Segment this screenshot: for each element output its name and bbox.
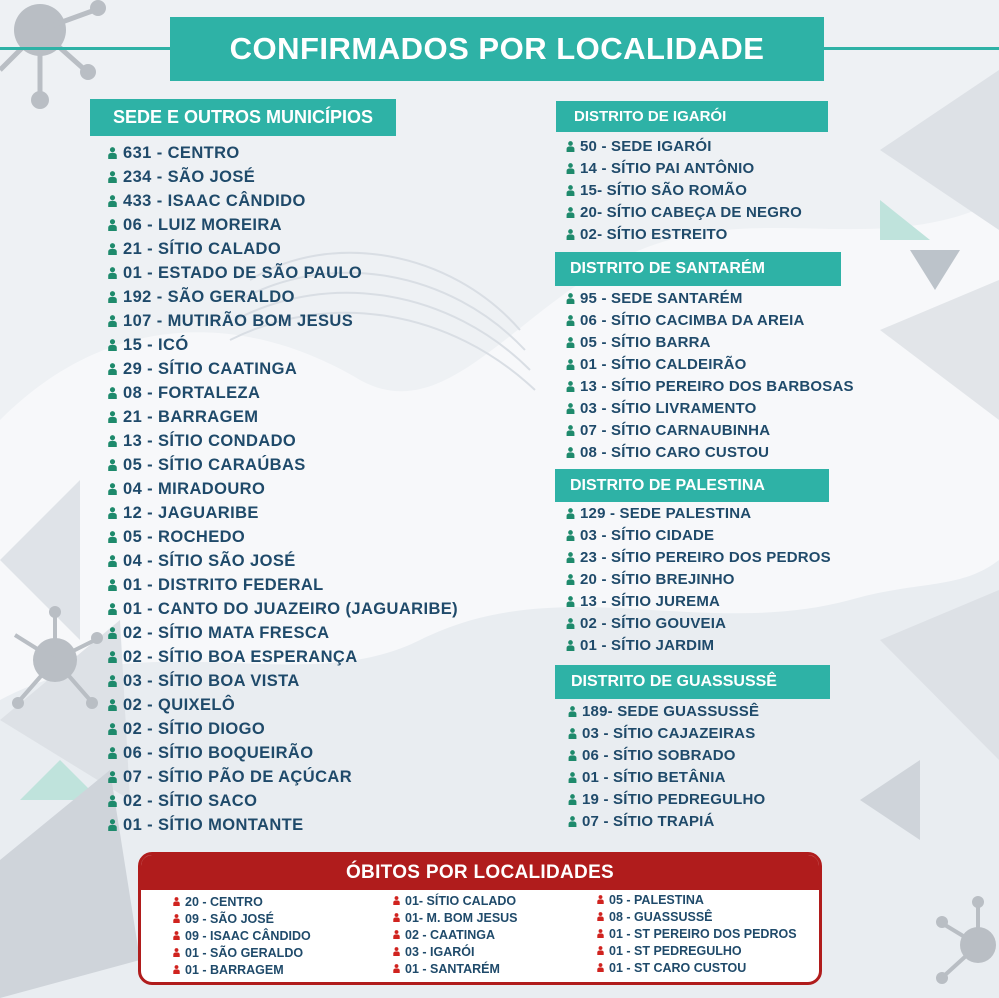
list-item-label: 04 - MIRADOURO bbox=[123, 479, 266, 498]
list-item bbox=[173, 961, 311, 978]
list-item bbox=[108, 453, 458, 477]
list-item bbox=[568, 700, 765, 722]
list-item-label: 06 - LUIZ MOREIRA bbox=[123, 215, 282, 234]
list-item bbox=[108, 525, 458, 549]
list-item bbox=[173, 893, 311, 910]
person-icon bbox=[566, 574, 575, 585]
list-item bbox=[108, 477, 458, 501]
list-item bbox=[108, 141, 458, 165]
list-item-label: 01 - ST PEDREGULHO bbox=[609, 943, 742, 958]
person-icon bbox=[108, 747, 117, 759]
list-item bbox=[566, 612, 831, 634]
section-header-guassusse: DISTRITO DE GUASSUSSÊ bbox=[555, 665, 830, 699]
list-item-label: 129 - SEDE PALESTINA bbox=[580, 504, 752, 522]
list-item-label: 07 - SÍTIO TRAPIÁ bbox=[582, 812, 715, 830]
title-line-right bbox=[822, 47, 999, 50]
list-item-label: 189- SEDE GUASSUSSÊ bbox=[582, 702, 760, 720]
list-item bbox=[173, 944, 311, 961]
person-icon bbox=[108, 579, 117, 591]
person-icon bbox=[108, 771, 117, 783]
list-item bbox=[108, 573, 458, 597]
section-header-igaroi: DISTRITO DE IGARÓI bbox=[556, 101, 828, 132]
list-item bbox=[108, 237, 458, 261]
person-icon bbox=[566, 337, 575, 348]
list-item bbox=[108, 621, 458, 645]
list-item-label: 21 - BARRAGEM bbox=[123, 407, 259, 426]
list-item bbox=[108, 405, 458, 429]
person-icon bbox=[566, 359, 575, 370]
person-icon bbox=[108, 699, 117, 711]
list-item bbox=[566, 590, 831, 612]
list-item-label: 05 - PALESTINA bbox=[609, 892, 704, 907]
list-item-label: 02- SÍTIO ESTREITO bbox=[580, 225, 728, 243]
list-item-label: 13 - SÍTIO JUREMA bbox=[580, 592, 721, 610]
list-item bbox=[108, 333, 458, 357]
section-header-palestina: DISTRITO DE PALESTINA bbox=[555, 469, 829, 502]
list-item bbox=[568, 810, 765, 832]
person-icon bbox=[108, 603, 117, 615]
list-item bbox=[568, 722, 765, 744]
person-icon bbox=[393, 913, 400, 922]
person-icon bbox=[108, 291, 117, 303]
list-item-label: 03 - SÍTIO LIVRAMENTO bbox=[580, 399, 757, 417]
list-item-label: 01 - BARRAGEM bbox=[185, 962, 284, 977]
list-item-label: 02 - SÍTIO GOUVEIA bbox=[580, 614, 727, 632]
list-item-label: 192 - SÃO GERALDO bbox=[123, 287, 295, 306]
list-item-label: 01- SÍTIO CALADO bbox=[405, 893, 517, 908]
list-item bbox=[108, 165, 458, 189]
list-item-label: 13 - SÍTIO PEREIRO DOS BARBOSAS bbox=[580, 377, 854, 395]
section-header-santarem: DISTRITO DE SANTARÉM bbox=[555, 252, 841, 286]
list-item-label: 01 - SÍTIO CALDEIRÃO bbox=[580, 355, 747, 373]
list-item-label: 01 - ST PEREIRO DOS PEDROS bbox=[609, 926, 797, 941]
person-icon bbox=[108, 555, 117, 567]
list-item-label: 21 - SÍTIO CALADO bbox=[123, 239, 282, 258]
list-item bbox=[173, 927, 311, 944]
person-icon bbox=[108, 171, 117, 183]
list-item-label: 04 - SÍTIO SÃO JOSÉ bbox=[123, 551, 296, 570]
list-item bbox=[393, 909, 518, 926]
person-icon bbox=[108, 675, 117, 687]
list-item bbox=[108, 813, 458, 837]
list-item-label: 02 - SÍTIO DIOGO bbox=[123, 719, 266, 738]
person-icon bbox=[108, 387, 117, 399]
list-item-label: 20 - CENTRO bbox=[185, 894, 263, 909]
list-item-label: 02 - SÍTIO SACO bbox=[123, 791, 258, 810]
list-item-label: 01 - SANTARÉM bbox=[405, 961, 500, 976]
list-item bbox=[108, 429, 458, 453]
list-item-label: 433 - ISAAC CÂNDIDO bbox=[123, 191, 306, 210]
person-icon bbox=[597, 963, 604, 972]
list-item bbox=[566, 331, 854, 353]
person-icon bbox=[108, 651, 117, 663]
list-item bbox=[108, 669, 458, 693]
list-item bbox=[108, 789, 458, 813]
list-item-label: 01 - DISTRITO FEDERAL bbox=[123, 575, 324, 594]
list-item-label: 107 - MUTIRÃO BOM JESUS bbox=[123, 311, 354, 330]
list-item-label: 01 - SÍTIO BETÂNIA bbox=[582, 768, 726, 786]
person-icon bbox=[566, 141, 575, 152]
list-item-label: 02 - SÍTIO BOA ESPERANÇA bbox=[123, 647, 358, 666]
list-item bbox=[108, 213, 458, 237]
list-item bbox=[393, 943, 518, 960]
obitos-box bbox=[138, 852, 822, 985]
list-santarem bbox=[566, 287, 854, 463]
person-icon bbox=[173, 931, 180, 940]
obitos-col-2 bbox=[393, 892, 518, 977]
person-icon bbox=[393, 896, 400, 905]
list-item bbox=[108, 741, 458, 765]
person-icon bbox=[108, 411, 117, 423]
list-item-label: 03 - SÍTIO CIDADE bbox=[580, 526, 715, 544]
person-icon bbox=[108, 195, 117, 207]
list-item bbox=[108, 285, 458, 309]
person-icon bbox=[108, 459, 117, 471]
list-item bbox=[393, 926, 518, 943]
list-item bbox=[108, 645, 458, 669]
person-icon bbox=[566, 508, 575, 519]
list-item bbox=[566, 287, 854, 309]
person-icon bbox=[566, 447, 575, 458]
person-icon bbox=[597, 895, 604, 904]
person-icon bbox=[566, 293, 575, 304]
list-item-label: 01 - SÍTIO JARDIM bbox=[580, 636, 715, 654]
person-icon bbox=[393, 930, 400, 939]
list-item bbox=[566, 309, 854, 331]
list-item bbox=[108, 597, 458, 621]
person-icon bbox=[173, 914, 180, 923]
list-item bbox=[108, 309, 458, 333]
list-item-label: 03 - IGARÓI bbox=[405, 944, 475, 959]
list-item-label: 19 - SÍTIO PEDREGULHO bbox=[582, 790, 766, 808]
list-item bbox=[566, 524, 831, 546]
list-item-label: 95 - SEDE SANTARÉM bbox=[580, 289, 743, 307]
person-icon bbox=[566, 381, 575, 392]
list-item bbox=[108, 357, 458, 381]
obitos-header: ÓBITOS POR LOCALIDADES bbox=[141, 855, 819, 890]
list-item bbox=[566, 568, 831, 590]
person-icon bbox=[108, 507, 117, 519]
person-icon bbox=[108, 531, 117, 543]
list-item bbox=[566, 419, 854, 441]
list-item-label: 631 - CENTRO bbox=[123, 143, 240, 162]
list-item bbox=[108, 261, 458, 285]
list-item-label: 01 - ST CARO CUSTOU bbox=[609, 960, 747, 975]
list-item-label: 08 - GUASSUSSÊ bbox=[609, 909, 713, 924]
page-title: CONFIRMADOS POR LOCALIDADE bbox=[170, 17, 824, 81]
person-icon bbox=[566, 618, 575, 629]
person-icon bbox=[566, 207, 575, 218]
list-item bbox=[393, 960, 518, 977]
list-item bbox=[568, 788, 765, 810]
list-item bbox=[597, 959, 797, 976]
list-item-label: 15- SÍTIO SÃO ROMÃO bbox=[580, 181, 748, 199]
list-item bbox=[597, 908, 797, 925]
list-item-label: 234 - SÃO JOSÉ bbox=[123, 167, 256, 186]
person-icon bbox=[568, 816, 577, 827]
list-item bbox=[566, 223, 802, 245]
list-item bbox=[393, 892, 518, 909]
list-item bbox=[566, 353, 854, 375]
list-item bbox=[108, 765, 458, 789]
title-line-left bbox=[0, 47, 172, 50]
person-icon bbox=[566, 425, 575, 436]
list-item bbox=[566, 179, 802, 201]
list-item bbox=[108, 549, 458, 573]
list-item bbox=[566, 502, 831, 524]
obitos-col-3 bbox=[597, 891, 797, 976]
list-item bbox=[566, 397, 854, 419]
person-icon bbox=[108, 435, 117, 447]
person-icon bbox=[108, 339, 117, 351]
list-item-label: 02 - QUIXELÔ bbox=[123, 695, 236, 714]
list-item-label: 29 - SÍTIO CAATINGA bbox=[123, 359, 298, 378]
list-item bbox=[566, 375, 854, 397]
list-item-label: 15 - ICÓ bbox=[123, 335, 189, 354]
list-item-label: 09 - SÃO JOSÉ bbox=[185, 911, 274, 926]
list-item-label: 12 - JAGUARIBE bbox=[123, 503, 259, 522]
list-item bbox=[108, 501, 458, 525]
person-icon bbox=[568, 772, 577, 783]
person-icon bbox=[597, 946, 604, 955]
list-palestina bbox=[566, 502, 831, 656]
person-icon bbox=[568, 794, 577, 805]
list-item bbox=[108, 717, 458, 741]
list-item-label: 03 - SÍTIO CAJAZEIRAS bbox=[582, 724, 756, 742]
list-item-label: 02 - SÍTIO MATA FRESCA bbox=[123, 623, 330, 642]
person-icon bbox=[173, 965, 180, 974]
person-icon bbox=[108, 147, 117, 159]
person-icon bbox=[566, 640, 575, 651]
person-icon bbox=[108, 795, 117, 807]
list-item bbox=[108, 189, 458, 213]
list-item-label: 07 - SÍTIO CARNAUBINHA bbox=[580, 421, 771, 439]
list-item-label: 05 - SÍTIO BARRA bbox=[580, 333, 711, 351]
person-icon bbox=[108, 243, 117, 255]
person-icon bbox=[566, 315, 575, 326]
list-item-label: 01 - SÃO GERALDO bbox=[185, 945, 304, 960]
list-item-label: 01- M. BOM JESUS bbox=[405, 910, 518, 925]
person-icon bbox=[566, 530, 575, 541]
list-item bbox=[108, 381, 458, 405]
person-icon bbox=[566, 596, 575, 607]
person-icon bbox=[108, 819, 117, 831]
section-header-sede: SEDE E OUTROS MUNICÍPIOS bbox=[90, 99, 396, 136]
person-icon bbox=[108, 363, 117, 375]
list-item bbox=[566, 201, 802, 223]
person-icon bbox=[566, 185, 575, 196]
person-icon bbox=[393, 947, 400, 956]
person-icon bbox=[566, 552, 575, 563]
list-item-label: 05 - SÍTIO CARAÚBAS bbox=[123, 455, 306, 474]
list-item bbox=[566, 157, 802, 179]
person-icon bbox=[108, 219, 117, 231]
person-icon bbox=[566, 163, 575, 174]
person-icon bbox=[566, 229, 575, 240]
list-item-label: 01 - SÍTIO MONTANTE bbox=[123, 815, 304, 834]
list-item-label: 01 - CANTO DO JUAZEIRO (JAGUARIBE) bbox=[123, 599, 459, 618]
list-item-label: 06 - SÍTIO BOQUEIRÃO bbox=[123, 743, 314, 762]
list-item-label: 09 - ISAAC CÂNDIDO bbox=[185, 928, 311, 943]
person-icon bbox=[568, 728, 577, 739]
list-item bbox=[597, 925, 797, 942]
list-item-label: 20- SÍTIO CABEÇA DE NEGRO bbox=[580, 203, 802, 221]
list-item-label: 23 - SÍTIO PEREIRO DOS PEDROS bbox=[580, 548, 831, 566]
list-item bbox=[597, 891, 797, 908]
list-item bbox=[597, 942, 797, 959]
obitos-col-1 bbox=[173, 893, 311, 978]
person-icon bbox=[393, 964, 400, 973]
person-icon bbox=[173, 948, 180, 957]
list-item bbox=[108, 693, 458, 717]
person-icon bbox=[568, 706, 577, 717]
list-item bbox=[566, 441, 854, 463]
list-item bbox=[568, 766, 765, 788]
list-item bbox=[566, 546, 831, 568]
list-item-label: 01 - ESTADO DE SÃO PAULO bbox=[123, 263, 363, 282]
person-icon bbox=[597, 929, 604, 938]
list-sede bbox=[108, 141, 458, 837]
list-item-label: 05 - ROCHEDO bbox=[123, 527, 246, 546]
list-item-label: 07 - SÍTIO PÃO DE AÇÚCAR bbox=[123, 767, 353, 786]
person-icon bbox=[108, 315, 117, 327]
person-icon bbox=[597, 912, 604, 921]
list-item-label: 14 - SÍTIO PAI ANTÔNIO bbox=[580, 159, 755, 177]
list-item-label: 03 - SÍTIO BOA VISTA bbox=[123, 671, 300, 690]
person-icon bbox=[108, 483, 117, 495]
list-guassusse bbox=[568, 700, 765, 832]
list-item-label: 20 - SÍTIO BREJINHO bbox=[580, 570, 735, 588]
list-igaroi bbox=[566, 135, 802, 245]
list-item-label: 08 - FORTALEZA bbox=[123, 383, 261, 402]
person-icon bbox=[566, 403, 575, 414]
list-item-label: 50 - SEDE IGARÓI bbox=[580, 137, 712, 155]
person-icon bbox=[108, 627, 117, 639]
list-item-label: 06 - SÍTIO SOBRADO bbox=[582, 746, 736, 764]
person-icon bbox=[108, 723, 117, 735]
list-item-label: 08 - SÍTIO CARO CUSTOU bbox=[580, 443, 770, 461]
list-item-label: 02 - CAATINGA bbox=[405, 927, 496, 942]
list-item bbox=[568, 744, 765, 766]
list-item bbox=[173, 910, 311, 927]
list-item bbox=[566, 634, 831, 656]
list-item bbox=[566, 135, 802, 157]
person-icon bbox=[173, 897, 180, 906]
person-icon bbox=[568, 750, 577, 761]
person-icon bbox=[108, 267, 117, 279]
list-item-label: 13 - SÍTIO CONDADO bbox=[123, 431, 297, 450]
list-item-label: 06 - SÍTIO CACIMBA DA AREIA bbox=[580, 311, 805, 329]
